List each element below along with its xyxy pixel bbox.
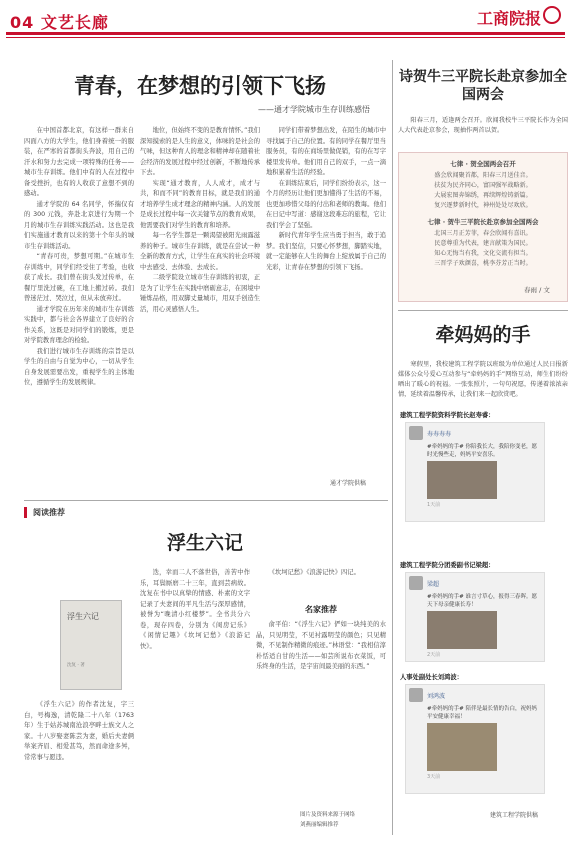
book-cover-author: 沈复 · 著: [67, 663, 85, 668]
avatar: [409, 426, 423, 440]
famous-recommend-heading: 名家推荐: [305, 605, 337, 614]
mom-caption-1: 建筑工程学院资料学院长赵寿睿：: [400, 412, 495, 419]
social-post: [405, 422, 545, 522]
poem-line: 复兴逐梦新时代，神州处处尽欢欣。: [434, 202, 532, 209]
recommend-column-2: [140, 568, 250, 818]
post-username: 寿寿寿寿: [427, 430, 452, 438]
paragraph: 在训练结束后，同学们纷纷表示，这一个月的经历让他们更加懂得了生活的不易，也更加珍惜父母的付出和老师的教诲。他们在日记中写道：感谢这段难忘的旅程，它让我们学会了坚强。: [266, 179, 386, 229]
post-photo: [427, 461, 497, 499]
post-photo: [427, 723, 497, 771]
poem-article-title: 诗贺牛三平院长赴京参加全国两会: [399, 69, 567, 103]
article-column-1: [24, 126, 134, 491]
article-column-2: [140, 126, 260, 491]
poem-line: 三晋学子欢颜喜，桃李芬芳正当时。: [434, 260, 532, 267]
section-divider: [398, 310, 568, 311]
mom-caption-2: 建筑工程学院分团委副书记梁超：: [400, 562, 495, 569]
recommend-column-3-top: [256, 568, 386, 600]
article-column-3: [266, 126, 386, 491]
paragraph: 俞平伯：“《浮生六记》俨如一块纯美的水晶，只见明莹，不见衬露明莹的颜色；只见精微，不见制作精微的痕迹。”林语堂：“我相信淳朴恬适自甘的生活——如芸所说布衣菜饭，可乐终身的生活，是宇宙间最美丽的东西。”: [256, 621, 386, 670]
poem-line: 大展宏图奔锦绣，再续辉煌铸新篇。: [434, 192, 532, 199]
paragraph: 在中国首都北京，有这样一群来自四面八方的大学生，他们身着统一的服装，在严寒的首都街头奔波，用自己的汗水和努力去完成一项特殊的任务——城市生存训练。他们中有的人在过程中备受挫折，也有的人收获了意想不到的感动。: [24, 127, 134, 197]
avatar: [409, 688, 423, 702]
social-post: [405, 684, 545, 794]
article-title: 青春，在梦想的引领下飞扬: [74, 73, 326, 98]
paragraph: 每一名学生都是一颗渴望被阳光雨露滋养的种子。城市生存训练，就是在尝试一种全新的教育方式，让学生在真实的社会环境中去感受、去体验、去成长。: [140, 232, 260, 271]
article-subtitle: ——通才学院城市生存训练感悟: [258, 105, 370, 114]
paragraph: 迭，幸而二人不落世俗，善苦中作乐，耳鬓厮磨二十三年，直到芸病故。沈复在书中以真挚的情感、朴素的文字记录了夫妻间的平凡生活与深厚感情，被誉为“晚清小红楼梦”。全书共分六卷，现存四卷，分别为《闺房记乐》《闲情记趣》《坎坷记愁》《浪游记快》。: [140, 569, 250, 650]
poem-intro: 阳春三月，适逢两会召开。欣闻我校牛三平院长作为全国人大代表赴京参会，现抽作两首以贺。: [398, 117, 568, 134]
social-post: [405, 572, 545, 662]
header-rule: [6, 32, 565, 35]
poem-line: 盛会欣闻聚首都，阳春三月送佳音。: [434, 172, 532, 179]
paragraph: 同学们带着梦想出发，在陌生的城市中寻找属于自己的位置。有的同学在餐厅里当服务员，有的在商场里做促销，有的在写字楼里发传单。他们用自己的双手，一点一滴地积累着生活的经验。: [266, 127, 386, 176]
post-time: 2天前: [427, 652, 441, 658]
editor-note: 刘燕丽编辑推荐: [300, 822, 339, 828]
poem-line: 北国三月正芳菲，春会欣闻有喜讯。: [434, 230, 532, 237]
mom-caption-3: 人事处副处长刘鸿波：: [400, 674, 463, 681]
paragraph: 地位，但始终不变的是教育情怀。”我们深知摸索的是人生的意义，体味的是社会的气味，但这种育人的理念和精神却在随着社会经济的发展过程中经过创新，不断地传承下去。: [140, 127, 260, 176]
post-username: 刘鸿波: [427, 692, 446, 700]
poem-line: 扶贫为民齐同心，富国强军战略新。: [434, 182, 532, 189]
avatar: [409, 576, 423, 590]
section-divider: [24, 500, 388, 501]
paragraph: “青春可贵，梦想可期。”在城市生存训练中，同学们经受住了考验，也收获了成长。我们曾在街头发过传单，在餐厅里洗过碗，在工地上搬过砖。我们曾迷茫过、哭泣过，但从未放弃过。: [24, 253, 134, 302]
paragraph: 实现“通才教育，人人成才，成才与共，和而不同”的教育目标，就是我们的通才培养学生成才理念的精神内涵。人的发展是成长过程中每一次关键节点的教育成果，他需要我们对学生的教育和培养。: [140, 179, 260, 229]
seal-icon: [543, 6, 561, 24]
image-source-note: 图片及资料来源于网络: [300, 812, 356, 818]
recommend-column-3: [256, 620, 386, 810]
paragraph: 《浮生六记》的作者沈复，字三白，号梅逸，清乾隆二十八年（1763 年）生于姑苏城南沧浪亭畔士族文人之家。十八岁娶妻陈芸为妻，婚后夫妻俩举案齐眉、相爱甚笃，然而命途多舛，常常事与愿违。: [24, 701, 134, 761]
post-username: 梁超: [427, 580, 440, 588]
post-time: 1天前: [427, 502, 441, 508]
poem-box: [398, 152, 568, 302]
article-author: 通才学院供稿: [330, 480, 367, 487]
paragraph: 《坎坷记愁》《浪游记快》四记。: [268, 569, 360, 576]
mom-intro: 寒假里，我校建筑工程学院以班级为单位通过人民日报新媒体公众号爱心互动参与“牵妈妈的手”网络互动，师生们纷纷晒出了暖心的祝福。一张张照片，一句句祝愿，传递着浓浓亲情，延续着温馨传承，让我们来一起欣赏吧。: [398, 361, 568, 398]
column-divider: [392, 60, 393, 835]
poem-line: 知心无悔当有我，文化交流有担当。: [434, 250, 532, 257]
newspaper-logo: 工商院报: [476, 9, 541, 28]
paragraph: 新时代青年学生应当勇于担当，敢于追梦。我们坚信，只要心怀梦想，脚踏实地，就一定能够在人生的舞台上绽放属于自己的光彩，让青春在梦想的引领下飞扬。: [266, 232, 386, 271]
mom-article-title: 牵妈妈的手: [435, 324, 531, 346]
post-time: 3天前: [427, 774, 441, 780]
paragraph: 我们进行城市生存训练的宗旨是以学生的自由与自觉为中心，一切从学生自身发展需要出发，重视学生的主体地位，遵循学生的发展规律。: [24, 347, 134, 386]
book-cover: [60, 600, 122, 690]
paragraph: 通才学院的 64 名同学，怀揣仅有的 300 元钱，奔赴北京进行为期一个月的城市生存训练实践活动。这也是我们实施通才教育以来的第十个年头的城市生存训练活动。: [24, 200, 134, 250]
paragraph: 二级学院设立城市生存训练的初衷，正是为了让学生在实践中磨砺意志，在困境中锤炼品格，用双脚丈量城市，用双手创造生活，用心灵感悟人生。: [140, 274, 260, 313]
mom-footer: 建筑工程学院供稿: [490, 812, 539, 819]
post-text: #牵妈妈的手# 陪伴是最长情的告白，祝妈妈平安健康幸福！: [427, 706, 537, 720]
header-rule-thin: [6, 37, 565, 38]
poem-author: 春雨 / 文: [524, 286, 550, 294]
page-section-title: 04 文艺长廊: [10, 13, 109, 32]
recommend-column-1: [24, 700, 134, 820]
post-text: #牵妈妈的手# 谁言寸草心，报得三春晖。愿天下母亲健康长寿！: [427, 594, 537, 608]
post-text: #牵妈妈的手# 你陪我长大，我陪你变老，愿时光慢些走，妈妈平安喜乐。: [427, 444, 537, 458]
book-cover-title: 浮生六记: [67, 612, 99, 621]
section-label: 阅读推荐: [24, 507, 65, 518]
paragraph: 通才学院在历年来的城市生存训练实践中，都与社会各界建立了良好的合作关系，这既是对同学们的锻炼，更是对学院教育理念的检验。: [24, 305, 134, 344]
recommend-title: 浮生六记: [166, 532, 243, 554]
poem-title-2: 七律 · 贺牛三平院长赴京参加全国两会: [427, 218, 539, 226]
poem-title-1: 七律 · 贺全国两会召开: [450, 160, 516, 168]
post-photo: [427, 611, 497, 649]
poem-line: 民意尊重为代表，建言献策为国民。: [434, 240, 532, 247]
